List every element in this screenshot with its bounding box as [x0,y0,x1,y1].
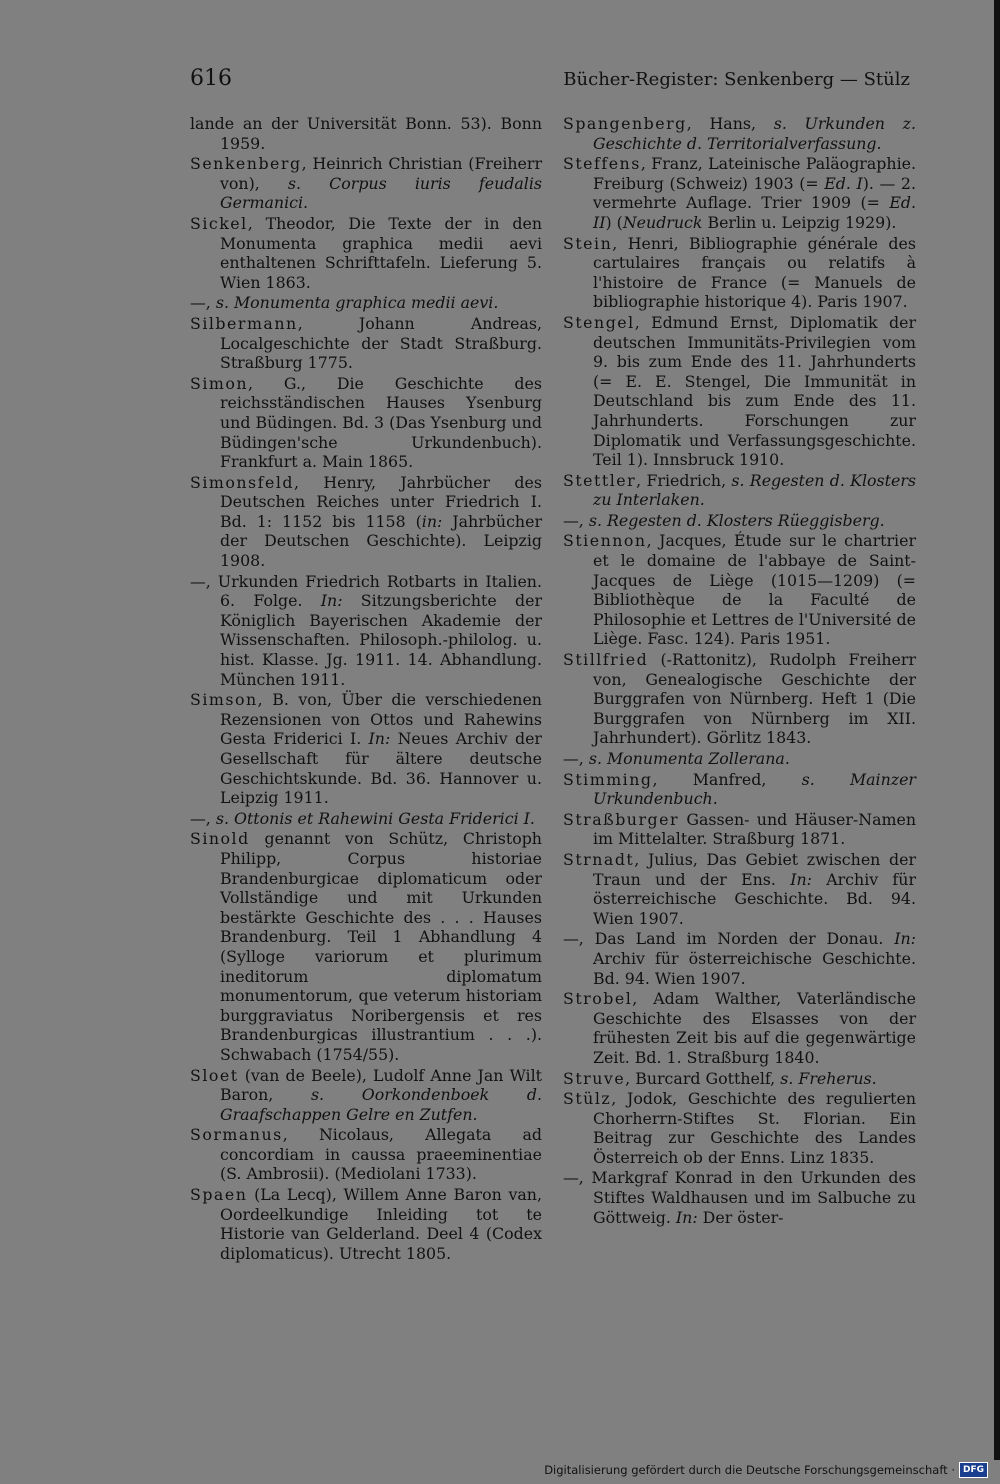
right-column [563,114,916,1228]
entry-author: Spangenberg [563,114,687,133]
entry-italic-text: in: [421,511,443,531]
bibliography-entry [563,749,916,769]
entry-text: , Heinrich Christian (Freiherr von), [220,154,542,193]
entry-text: —, Urkunden Friedrich Rotbarts in Italien. 6. Folge. [190,571,542,611]
entry-text: , Jodok, Geschichte des regulierten Chorherrn-Stiftes St. Florian. Ein Beitrag zur Geschichte des Landes Österreich ob der Enns. Linz 1835. [593,1089,916,1167]
dfg-logo: DFG [959,1462,988,1478]
entry-italic-text: s. Urkunden z. Geschichte d. Territorialverfassung. [593,114,917,153]
entry-text: , G., Die Geschichte des reichsständischen Hauses Ysenburg und Büdingen. Bd. 3 (Das Ysenburg und Büdingen'sche Urkundenbuch). Frankfurt a. Main 1865. [220,373,542,472]
bibliography-entry [190,374,542,472]
entry-italic-text: In: [675,1207,698,1227]
entry-text: ). — 2. vermehrte Auflage. Trier 1909 (= [593,173,916,213]
bibliography-entry [563,234,916,312]
footer [544,1460,988,1480]
entry-text: —, Markgraf Konrad in den Urkunden des Stiftes Waldhausen und im Salbuche zu Göttweig. [563,1168,916,1227]
entry-text: Berlin u. Leipzig 1929). [702,212,897,232]
left-column [190,114,542,1264]
bibliography-entry [563,313,916,470]
page-header [190,66,910,96]
entry-italic-text: In: [790,869,812,889]
entry-text: Neues Archiv der Gesellschaft für ältere deutsche Geschichtskunde. Bd. 36. Hannover u. Leipzig 1911. [220,729,542,808]
bibliography-entry [190,1125,542,1184]
entry-text: Sitzungsberichte der Königlich Bayerischen Akademie der Wissenschaften. Philosoph.-philolog. u. hist. Klasse. Jg. 1911. 14. Abhandlung. München 1911. [220,591,542,689]
entry-author: Stengel [563,312,635,332]
bibliography-entry [190,1066,542,1125]
entry-text: —, [190,293,216,313]
entry-text: , Franz, Lateinische Paläographie. Freiburg (Schweiz) 1903 (= [593,154,916,193]
bibliography-entry [190,214,542,292]
bibliography-entry [190,572,542,690]
entry-italic-text: s. Oorkondenboek d. Graafschappen Gelre en Zutfen. [220,1085,542,1124]
bibliography-entry [563,650,916,748]
entry-italic-text: Ed. I [824,173,863,193]
entry-text: (La Lecq), Willem Anne Baron van, Oordeelkundige Inleiding tot te Historie van Gelderland. Deel 4 (Codex diplomaticus). Utrecht 1805. [220,1185,542,1263]
entry-text: Jahrbücher der Deutschen Geschichte). Leipzig 1908. [220,511,542,571]
entry-text: , Henry, Jahrbücher des Deutschen Reiches unter Friedrich I. Bd. 1: 1152 bis 1158 ( [220,472,542,531]
entry-text: —, [563,749,589,768]
entry-text: —, Das Land im Norden der Donau. [563,929,895,949]
bibliography-entry [190,314,542,373]
bibliography-entry [563,1089,916,1167]
entry-author: Sloet [190,1065,239,1085]
entry-author: Stülz [563,1089,612,1109]
entry-text: , Burcard Gotthelf, [625,1068,781,1088]
bibliography-entry [563,1069,916,1089]
entry-italic-text: s. Ottonis et Rahewini Gesta Friderici I. [215,808,535,828]
entry-text: Archiv für österreichische Geschichte. Bd. 94. Wien 1907. [593,948,916,988]
entry-text: genannt von Schütz, Christoph Philipp, Corpus historiae Brandenburgicae diplomaticum oder Vollständige und mit Urkunden bestärkte Geschichte des . . . Hauses Brandenburg. Teil 1 Abhandlung 4 (Sylloge variorum et plurimum ineditorum diplomatum monumentorum, que veterum historiam burggraviatus Noribergensis et res Brandenburgicas illustrantium . . .). Schwabach (1754/55). [220,829,542,1064]
entry-text: Der öster- [697,1207,784,1227]
entry-author: Sickel [190,213,248,233]
entry-text: ) ( [605,212,623,232]
entry-italic-text: In: [320,591,343,611]
entry-text: , Hans, [686,114,774,133]
bibliography-entry [190,829,542,1064]
entry-italic-text: In: [894,929,916,949]
bibliography-entry [563,1168,916,1227]
running-title: Bücher-Register: Senkenberg — Stülz [563,69,910,90]
entry-italic-text: s. Monumenta Zollerana. [588,749,790,768]
entry-text: , Theodor, Die Texte der in den Monumenta graphica medii aevi enthaltenen Schrifttafeln. Lieferung 5. Wien 1863. [220,213,542,292]
entry-author: Strnadt [563,849,635,869]
entry-italic-text: Ed. II [593,193,916,232]
entry-text: , Edmund Ernst, Diplomatik der deutschen Immunitäts-Privilegien vom 9. bis zum Ende des 11. Jahrhunderts (= E. E. Stengel, Die Immunität in Deutschland bis zum Ende des 11. Jahrhunderts. Forschungen zur Diplomatik und Verfassungsgeschichte. Teil 1). Innsbruck 1910. [593,312,916,470]
entry-text: (-Rattonitz), Rudolph Freiherr von, Genealogische Geschichte der Burggrafen von Nürnberg. Heft 1 (Die Burggrafen von Nürnberg im XII. Jahrhundert). Görlitz 1843. [593,650,916,748]
entry-author: Simson [190,690,258,710]
page-number: 616 [190,66,232,91]
entry-text: , Friedrich, [636,470,732,490]
entry-text: , Johann Andreas, Localgeschichte der Stadt Straßburg. Straßburg 1775. [220,313,542,373]
bibliography-entry [563,770,916,809]
entry-text: , Jacques, Étude sur le chartrier et le domaine de l'abbaye de Saint-Jacques de Liège (1015—1209) (= Bibliothèque de la Faculté de Philosophie et Lettres de l'Université de Liège. Fasc. 124). Paris 1951. [593,531,916,649]
entry-text: —, [563,510,589,530]
scan-edge [994,0,1000,1460]
entry-author: Simon [190,373,249,393]
entry-author: Sinold [190,829,250,849]
entry-author: Simonsfeld [190,472,295,492]
bibliography-entry [563,511,916,531]
bibliography-entry [563,850,916,928]
entry-italic-text: s. Corpus iuris feudalis Germanici. [220,173,542,213]
bibliography-entry [563,471,916,510]
bibliography-entry [563,154,916,232]
entry-text: —, [190,808,216,828]
bibliography-entry [190,473,542,571]
bibliography-entry [190,1185,542,1263]
entry-text: , Julius, Das Gebiet zwischen der Traun und der Ens. [593,849,916,889]
entry-author: Strobel [563,989,633,1009]
entry-italic-text: s. Mainzer Urkundenbuch. [593,769,916,809]
entry-author: Stillfried [563,650,649,670]
entry-author: Stimming [563,769,653,789]
bibliography-entry [563,929,916,988]
entry-author: Straßburger [563,809,680,829]
entry-author: Senkenberg [190,154,302,174]
bibliography-entry [190,114,542,153]
bibliography-entry [190,809,542,829]
entry-text: Archiv für österreichische Geschichte. Bd. 94. Wien 1907. [593,869,916,928]
bibliography-entry [563,810,916,849]
bibliography-entry [190,690,542,808]
entry-text: (van de Beele), Ludolf Anne Jan Wilt Baron, [220,1065,542,1105]
bibliography-entry [563,114,916,153]
bibliography-entry [563,989,916,1067]
entry-text: , Nicolaus, Allegata ad concordiam in caussa praeeminentiae (S. Ambrosii). (Mediolani 1733). [220,1125,542,1184]
bibliography-entry [563,531,916,649]
entry-text: lande an der Universität Bonn. 53). Bonn 1959. [190,114,542,153]
entry-italic-text: s. Monumenta graphica medii aevi. [215,293,499,313]
entry-italic-text: In: [368,729,391,749]
entry-author: Sormanus [190,1125,283,1145]
entry-italic-text: s. Regesten d. Klosters Rüeggisberg. [588,510,885,530]
footer-credit: Digitalisierung gefördert durch die Deutsche Forschungsgemeinschaft · [544,1463,955,1477]
entry-text: , Manfred, [652,769,802,789]
entry-italic-text: s. Regesten d. Klosters zu Interlaken. [593,470,916,510]
entry-author: Stiennon [563,531,647,551]
entry-italic-text: s. Freherus. [780,1068,877,1088]
entry-text: , Henri, Bibliographie générale des cartulaires français ou relatifs à l'histoire de France (= Manuels de bibliographie historique 4). Paris 1907. [593,233,916,312]
entry-author: Stettler [563,470,637,490]
entry-author: Steffens [563,154,641,174]
entry-text: Gassen- und Häuser-Namen im Mittelalter. Straßburg 1871. [593,809,916,849]
entry-italic-text: Neudruck [622,212,703,232]
entry-author: Spaen [190,1185,248,1205]
bibliography-entry [190,293,542,313]
entry-text: , Adam Walther, Vaterländische Geschichte des Elsasses von der frühesten Zeit bis auf die gegenwärtige Zeit. Bd. 1. Straßburg 1840. [593,989,916,1067]
entry-author: Stein [563,233,613,253]
bibliography-entry [190,154,542,213]
entry-text: , B. von, Über die verschiedenen Rezensionen von Ottos und Rahewins Gesta Friderici I. [220,690,542,749]
entry-author: Struve [563,1068,626,1088]
entry-author: Silbermann [190,313,298,333]
